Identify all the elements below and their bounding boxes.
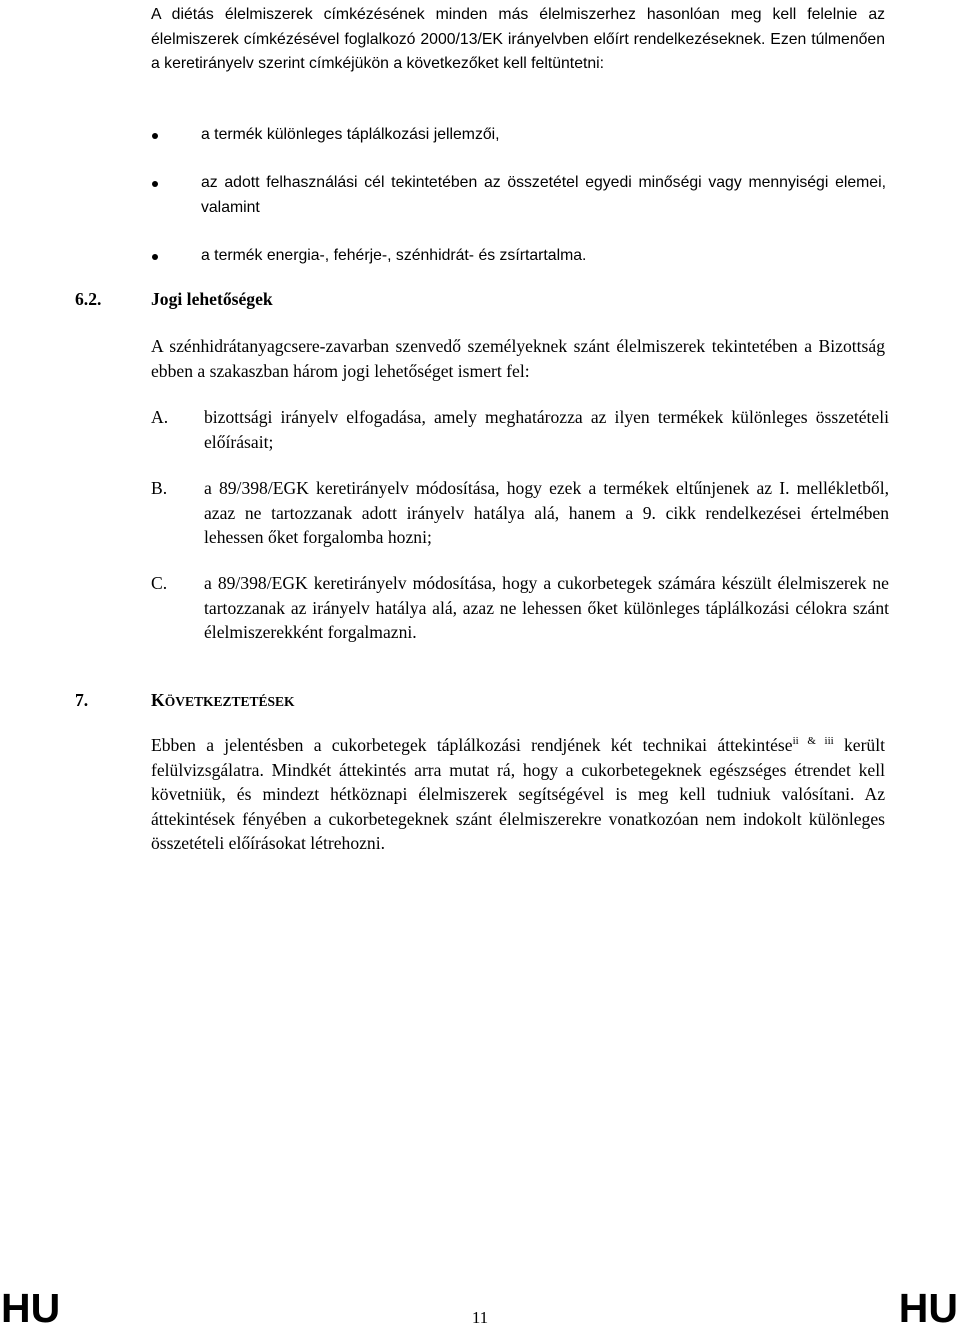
bullet-text: a termék különleges táplálkozási jellemzői, [201,126,500,143]
option-text: bizottsági irányelv elfogadása, amely meghatározza az ilyen termékek különleges összetételi előírásait; [204,407,889,452]
conclusion-text-start: Ebben a jelentésben a cukorbetegek táplálkozási rendjének két technikai áttekintése [151,735,793,755]
bullet-item [148,123,886,148]
section-number: 7. [75,690,89,710]
option-letter: C. [151,573,168,593]
bullet-icon [152,181,158,187]
footer-language-left: HU [1,1285,61,1331]
bullet-item [148,171,886,221]
section-title-rest: ÖVETKEZTETÉSEK [164,694,295,709]
conclusion-paragraph [151,733,885,856]
option-item [151,405,889,455]
option-text: a 89/398/EGK keretirányelv módosítása, hogy ezek a termékek eltűnjenek az I. mellékletből, azaz ne tartozzanak adott irányelv hatálya alá, hanem a 9. cikk rendelkezései értelmében lehessen őket forgalomba hozni; [204,478,889,547]
page-number: 11 [471,1308,489,1327]
option-text: a 89/398/EGK keretirányelv módosítása, hogy a cukorbetegek számára készült élelmiszerek ne tartozzanak az irányelv hatálya alá, azaz ne lehessen őket különleges táplálkozási célokra szánt élelmiszerekként forgalmazni. [204,573,889,642]
section-number: 6.2. [75,289,102,309]
bullet-item [148,244,886,269]
section-title: Jogi lehetőségek [151,289,273,309]
endnote-ref[interactable]: ii [792,735,799,747]
endnote-ref[interactable]: iii [824,735,834,747]
option-letter: B. [151,478,168,498]
footer-language-right: HU [898,1285,958,1331]
option-item [151,476,889,551]
endnote-join: & [798,735,825,747]
section-title-initial: K [151,690,165,710]
intro-paragraph: A diétás élelmiszerek címkézésének minden más élelmiszerhez hasonlóan meg kell felelnie az élelmiszerek címkézésével foglalkozó 2000/13/EK irányelvben előírt rendelkezéseknek. Ezen túlmenően a keretirányelv szerint címkéjükön a következőket kell feltüntetni: [151,6,885,72]
bullet-text: az adott felhasználási cél tekintetében az összetétel egyedi minőségi vagy mennyiségi elemei, valamint [201,174,886,216]
conclusion-text-end: került felülvizsgálatra. Mindkét áttekintés arra mutat rá, hogy a cukorbetegeknek egészséges étrendet kell követniük, és mindezt hétköznapi élelmiszerek segítségével is meg kell tudniuk valósítani. Az áttekintések fényében a cukorbetegeknek szánt élelmiszerekre vonatkozóan nem indokolt különleges összetételi előírásokat létrehozni. [151,735,886,853]
option-letter: A. [151,407,169,427]
option-item [151,571,889,646]
bullet-text: a termék energia-, fehérje-, szénhidrát- és zsírtartalma. [201,247,587,264]
section-paragraph: A szénhidrátanyagcsere-zavarban szenvedő személyeknek szánt élelmiszerek tekintetében a Bizottság ebben a szakaszban három jogi lehetőséget ismert fel: [151,336,885,381]
bullet-icon [152,254,158,260]
bullet-icon [152,133,158,139]
section-title [151,688,295,715]
